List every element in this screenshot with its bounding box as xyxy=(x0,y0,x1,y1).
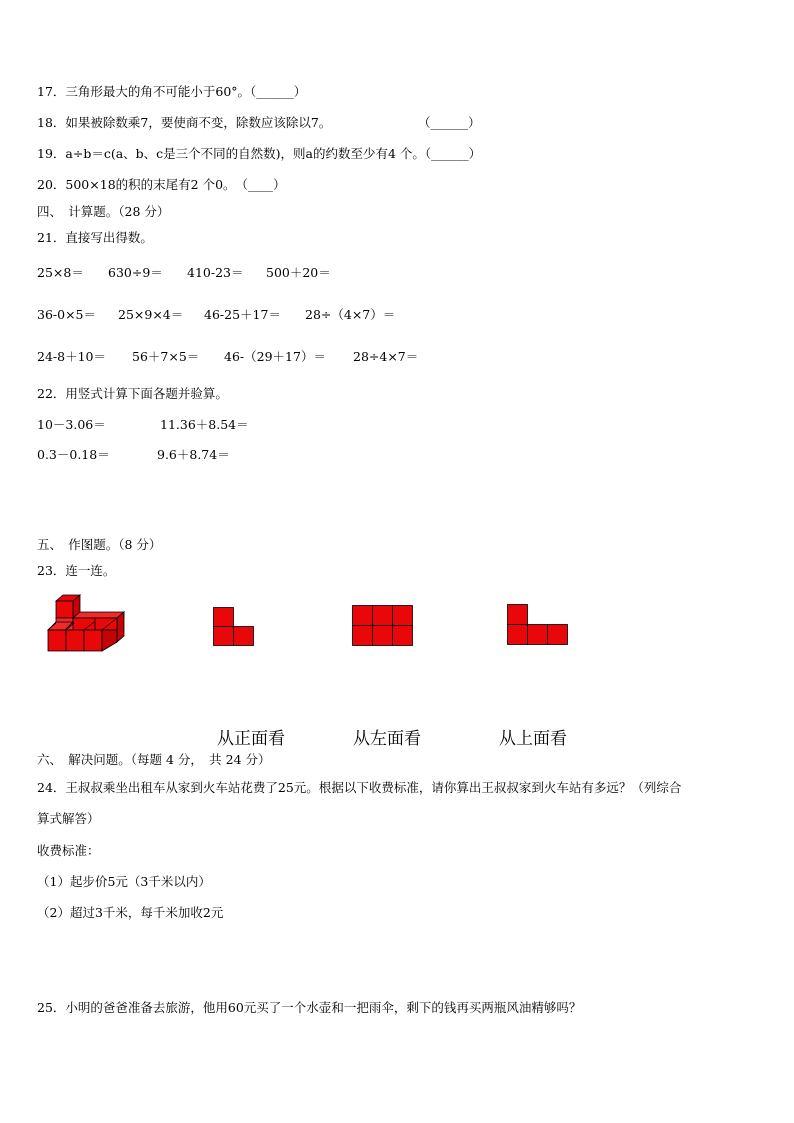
fee-rule-1: （1）起步价5元（3千米以内） xyxy=(37,874,211,889)
q21-expr: 28÷（4×7）＝ xyxy=(305,307,396,322)
question-22-title: 22．用竖式计算下面各题并验算。 xyxy=(37,386,228,401)
view-figure-long-l-shape xyxy=(507,604,568,646)
q22-expr: 10－3.06＝ xyxy=(37,417,106,432)
question-18-text: 18．如果被除数乘7，要使商不变，除数应该除以7。 xyxy=(37,115,332,130)
question-19: 19．a÷b＝c(a、b、c是三个不同的自然数)，则a的约数至少有4 个。（______） xyxy=(37,146,482,161)
view-label-left: 从左面看 xyxy=(353,729,421,749)
q21-expr: 25×8＝ xyxy=(37,265,84,280)
q21-expr: 36-0×5＝ xyxy=(37,307,97,322)
view-figure-l-shape xyxy=(213,607,255,647)
question-18-blank: （______） xyxy=(418,115,481,130)
question-25: 25．小明的爸爸准备去旅游，他用60元买了一个水壶和一把雨伞，剩下的钱再买两瓶风油精够吗？ xyxy=(37,1000,582,1015)
question-23-title: 23．连一连。 xyxy=(37,563,116,578)
question-18 xyxy=(37,115,481,131)
question-24-line2: 算式解答） xyxy=(37,811,100,826)
question-17: 17．三角形最大的角不可能小于60°。（______） xyxy=(37,84,307,99)
q22-expr: 11.36＋8.54＝ xyxy=(160,417,249,432)
q22-expr: 9.6＋8.74＝ xyxy=(157,447,230,462)
view-label-front: 从正面看 xyxy=(217,729,285,749)
q21-expr: 410-23＝ xyxy=(187,265,244,280)
fee-rule-2: （2）超过3千米，每千米加收2元 xyxy=(37,905,224,920)
question-21-title: 21．直接写出得数。 xyxy=(37,230,153,245)
view-figure-rectangle xyxy=(352,605,413,646)
q22-expr: 0.3－0.18＝ xyxy=(37,447,110,462)
cube-solid-figure xyxy=(44,592,128,654)
question-24-line1: 24．王叔叔乘坐出租车从家到火车站花费了25元。根据以下收费标准，请你算出王叔叔家到火车站有多远？（列综合 xyxy=(37,780,682,795)
section-6-title: 六、 解决问题。（每题 4 分， 共 24 分） xyxy=(37,752,271,767)
q21-expr: 25×9×4＝ xyxy=(118,307,184,322)
q21-expr: 630÷9＝ xyxy=(108,265,163,280)
q21-expr: 24-8＋10＝ xyxy=(37,349,106,364)
fee-standard-title: 收费标准： xyxy=(37,843,100,858)
question-20: 20．500×18的积的末尾有2 个0。 （____） xyxy=(37,177,286,192)
q21-expr: 500＋20＝ xyxy=(266,265,331,280)
section-4-title: 四、 计算题。（28 分） xyxy=(37,204,170,219)
q21-expr: 56＋7×5＝ xyxy=(132,349,200,364)
q21-expr: 28÷4×7＝ xyxy=(353,349,419,364)
view-label-top: 从上面看 xyxy=(499,729,567,749)
section-5-title: 五、 作图题。（8 分） xyxy=(37,537,162,552)
q21-expr: 46-25＋17＝ xyxy=(204,307,281,322)
q21-expr: 46-（29＋17）＝ xyxy=(224,349,326,364)
